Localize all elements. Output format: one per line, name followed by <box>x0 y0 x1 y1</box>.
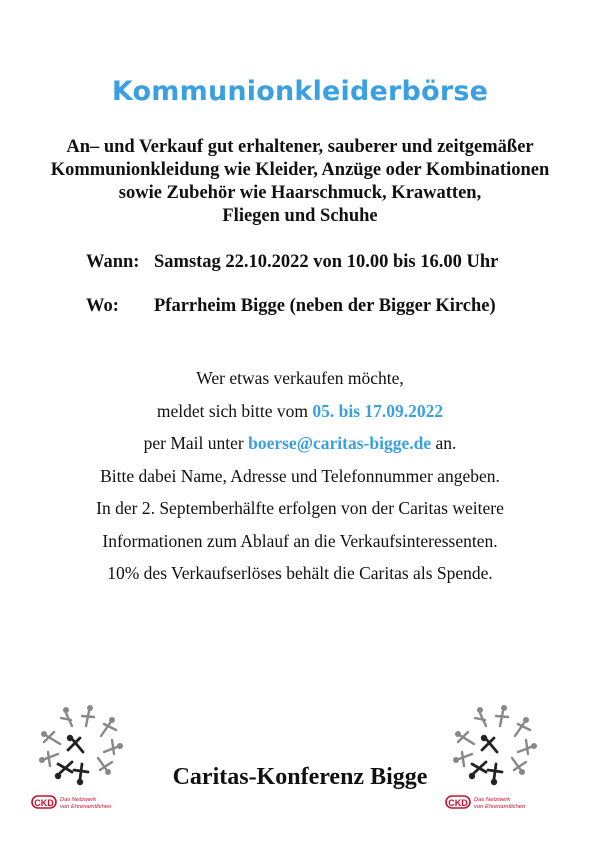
when-row <box>86 252 498 273</box>
ckd-tagline-2: von Ehrenamtlichen <box>60 804 112 810</box>
where-row <box>86 296 496 317</box>
body-line-3 <box>20 431 580 464</box>
organization-name: Caritas-Konferenz Bigge <box>172 764 428 790</box>
registration-dates: 05. bis 17.09.2022 <box>312 400 444 421</box>
figures-circle-icon <box>39 705 123 785</box>
body-line-6: Informationen zum Ablauf an die Verkaufsinteressenten. <box>102 530 498 551</box>
body-line-4: Bitte dabei Name, Adresse und Telefonnummer angeben. <box>100 465 500 486</box>
body-line-7: 10% des Verkaufserlöses behält die Caritas als Spende. <box>107 563 493 583</box>
where-label: Wo: <box>86 296 119 316</box>
intro-line: An– und Verkauf gut erhaltener, sauberer und zeitgemäßer <box>66 137 534 157</box>
body-line-1: Wer etwas verkaufen möchte, <box>196 368 404 388</box>
ckd-mark-icon <box>446 796 470 808</box>
body-line-3-text: per Mail unter <box>143 433 249 453</box>
figures-circle-icon <box>453 705 537 785</box>
intro-line: sowie Zubehör wie Haarschmuck, Krawatten, <box>118 183 482 203</box>
body-line-3-end: an. <box>431 433 457 453</box>
body-line-2-text: meldet sich bitte vom <box>156 400 313 421</box>
ckd-tagline-1: Das Netzwerk <box>474 797 511 803</box>
where-value: Pfarrheim Bigge (neben der Bigger Kirche) <box>154 296 496 316</box>
body-text <box>20 366 580 594</box>
email-link[interactable]: boerse@caritas-bigge.de <box>248 433 432 453</box>
intro-line: Fliegen und Schuhe <box>222 206 378 226</box>
body-line-2 <box>20 399 580 432</box>
body-line-5: In der 2. Septemberhälfte erfolgen von der Caritas weitere <box>96 498 504 518</box>
page-title: Kommunionkleiderbörse <box>111 76 489 107</box>
ckd-logo-left <box>28 702 138 812</box>
ckd-acronym: CKD <box>448 798 468 808</box>
ckd-mark-icon <box>32 796 56 808</box>
intro-text <box>20 136 580 228</box>
intro-line: Kommunionkleidung wie Kleider, Anzüge oder Kombinationen <box>50 160 550 180</box>
when-value: Samstag 22.10.2022 von 10.00 bis 16.00 Uhr <box>154 252 499 272</box>
when-label: Wann: <box>86 252 140 272</box>
ckd-tagline-1: Das Netzwerk <box>60 797 97 803</box>
ckd-tagline-2: von Ehrenamtlichen <box>474 804 526 810</box>
ckd-acronym: CKD <box>34 798 54 808</box>
ckd-logo-right <box>442 702 552 812</box>
